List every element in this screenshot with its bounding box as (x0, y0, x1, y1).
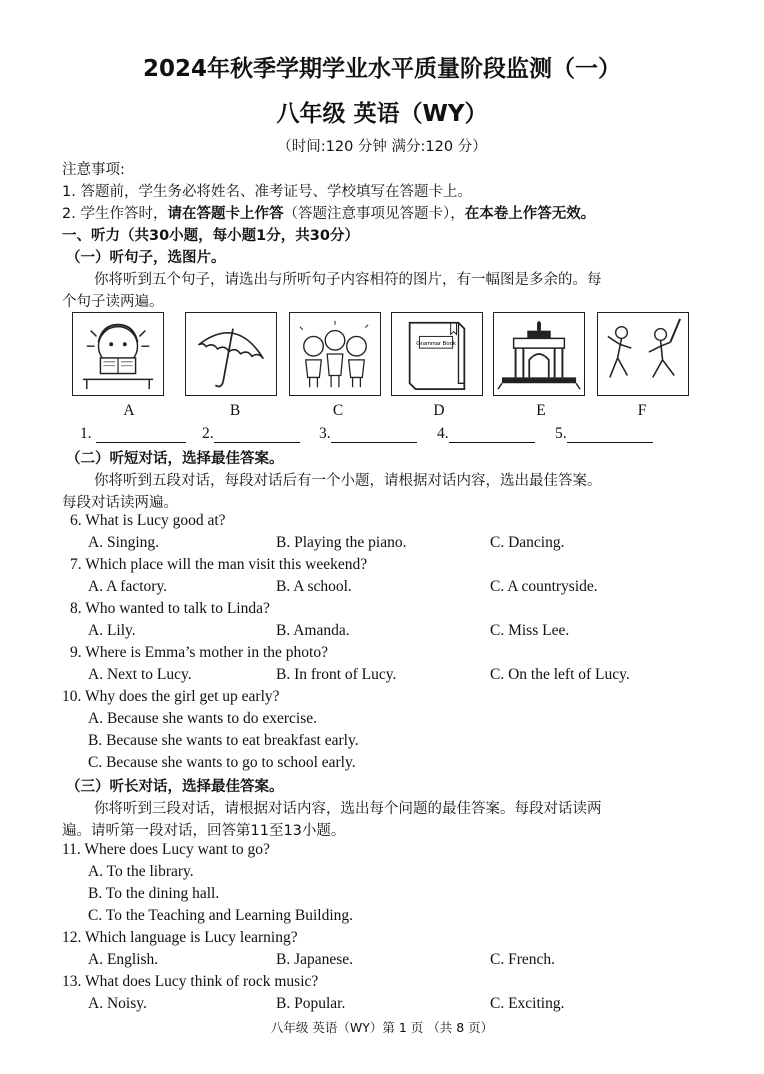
picture-c-children (289, 312, 381, 396)
part2-instruction-line1: 你将听到五段对话，每段对话后有一个小题，请根据对话内容，选出最佳答案。 (94, 473, 602, 489)
student-reading-icon (73, 313, 163, 395)
notes-item-2-a: 2. 学生作答时， (62, 206, 168, 222)
answer-blank-2[interactable] (202, 425, 300, 443)
picture-label-c: C (332, 402, 344, 419)
answer-blank-3[interactable] (319, 425, 417, 443)
picture-e-school-gate (493, 312, 585, 396)
q13-option-c[interactable]: C. Exciting. (490, 995, 565, 1012)
q10-option-b[interactable]: B. Because she wants to eat breakfast early. (88, 732, 359, 749)
notes-heading: 注意事项: (62, 162, 125, 178)
q8-option-b[interactable]: B. Amanda. (276, 622, 350, 639)
picture-label-d: D (433, 402, 445, 419)
answer-line-2[interactable] (214, 428, 300, 443)
part1-heading: （一）听句子，选图片。 (66, 250, 226, 266)
question-11: 11. Where does Lucy want to go? (62, 841, 270, 858)
question-6: 6. What is Lucy good at? (70, 512, 226, 529)
book-icon (392, 313, 482, 395)
q12-option-b[interactable]: B. Japanese. (276, 951, 354, 968)
school-gate-icon (494, 313, 584, 395)
question-13: 13. What does Lucy think of rock music? (62, 973, 319, 990)
q7-option-b[interactable]: B. A school. (276, 578, 352, 595)
page-footer: 八年级 英语（WY）第 1 页 （共 8 页） (270, 1020, 494, 1035)
picture-label-b: B (229, 402, 241, 419)
q13-option-a[interactable]: A. Noisy. (88, 995, 147, 1012)
part2-instruction-line2: 每段对话读两遍。 (62, 495, 178, 511)
children-group-icon (290, 313, 380, 395)
q9-option-c[interactable]: C. On the left of Lucy. (490, 666, 630, 683)
q7-option-a[interactable]: A. A factory. (88, 578, 168, 595)
answer-blank-2-number: 2. (202, 425, 214, 442)
q7-option-c[interactable]: C. A countryside. (490, 578, 598, 595)
picture-b-umbrella (185, 312, 277, 396)
question-10: 10. Why does the girl get up early? (62, 688, 280, 705)
q8-option-c[interactable]: C. Miss Lee. (490, 622, 570, 639)
answer-line-3[interactable] (331, 428, 417, 443)
answer-blank-1[interactable] (80, 425, 186, 443)
q6-option-a[interactable]: A. Singing. (88, 534, 160, 551)
part1-instruction-line2: 个句子读两遍。 (62, 294, 164, 310)
question-8: 8. Who wanted to talk to Linda? (70, 600, 270, 617)
answer-blank-4[interactable] (437, 425, 535, 443)
q9-option-b[interactable]: B. In front of Lucy. (276, 666, 397, 683)
q12-option-a[interactable]: A. English. (88, 951, 159, 968)
answer-line-1[interactable] (96, 428, 186, 443)
notes-item-2-c: （答题注意事项见答题卡）， (283, 206, 465, 222)
notes-item-2-d: 在本卷上作答无效。 (464, 206, 596, 222)
answer-blank-4-number: 4. (437, 425, 449, 442)
answer-blank-5-number: 5. (555, 425, 567, 442)
q12-option-c[interactable]: C. French. (490, 951, 556, 968)
q8-option-a[interactable]: A. Lily. (88, 622, 136, 639)
baseball-players-icon (598, 313, 688, 395)
book-cover-text: Grammar Book (416, 341, 456, 348)
answer-blank-5[interactable] (555, 425, 653, 443)
picture-label-a: A (123, 402, 135, 419)
picture-d-book (391, 312, 483, 396)
picture-label-e: E (536, 402, 546, 419)
part3-instruction-line2: 遍。请听第一段对话，回答第11至13小题。 (62, 823, 346, 839)
q10-option-c[interactable]: C. Because she wants to go to school early. (88, 754, 356, 771)
part2-heading: （二）听短对话，选择最佳答案。 (66, 451, 284, 467)
answer-blank-1-number: 1. (80, 425, 92, 442)
notes-item-1: 1. 答题前，学生务必将姓名、准考证号、学校填写在答题卡上。 (62, 184, 472, 200)
part3-instruction-line1: 你将听到三段对话，请根据对话内容，选出每个问题的最佳答案。每段对话读两 (94, 801, 602, 817)
exam-title: 2024年秋季学期学业水平质量阶段监测（一） (142, 56, 621, 82)
answer-line-5[interactable] (567, 428, 653, 443)
q11-option-b[interactable]: B. To the dining hall. (88, 885, 220, 902)
q13-option-b[interactable]: B. Popular. (276, 995, 346, 1012)
section1-heading: 一、听力（共30小题，每小题1分，共30分） (62, 228, 359, 244)
time-info: （时间:120 分钟 满分:120 分） (277, 139, 487, 155)
picture-f-baseball (597, 312, 689, 396)
picture-label-f: F (637, 402, 647, 419)
part3-heading: （三）听长对话，选择最佳答案。 (66, 779, 284, 795)
q6-option-c[interactable]: C. Dancing. (490, 534, 565, 551)
q6-option-b[interactable]: B. Playing the piano. (276, 534, 407, 551)
question-9: 9. Where is Emma’s mother in the photo? (70, 644, 328, 661)
q9-option-a[interactable]: A. Next to Lucy. (88, 666, 192, 683)
notes-item-2 (62, 202, 595, 223)
q10-option-a[interactable]: A. Because she wants to do exercise. (88, 710, 317, 727)
question-7: 7. Which place will the man visit this weekend? (70, 556, 368, 573)
answer-blank-3-number: 3. (319, 425, 331, 442)
umbrella-icon (186, 313, 276, 395)
picture-a-student-reading (72, 312, 164, 396)
answer-line-4[interactable] (449, 428, 535, 443)
question-12: 12. Which language is Lucy learning? (62, 929, 298, 946)
exam-subtitle: 八年级 英语（WY） (276, 101, 488, 127)
q11-option-c[interactable]: C. To the Teaching and Learning Building. (88, 907, 354, 924)
notes-item-2-b: 请在答题卡上作答 (167, 206, 284, 222)
part1-instruction-line1: 你将听到五个句子，请选出与所听句子内容相符的图片，有一幅图是多余的。每 (94, 272, 602, 288)
q11-option-a[interactable]: A. To the library. (88, 863, 194, 880)
